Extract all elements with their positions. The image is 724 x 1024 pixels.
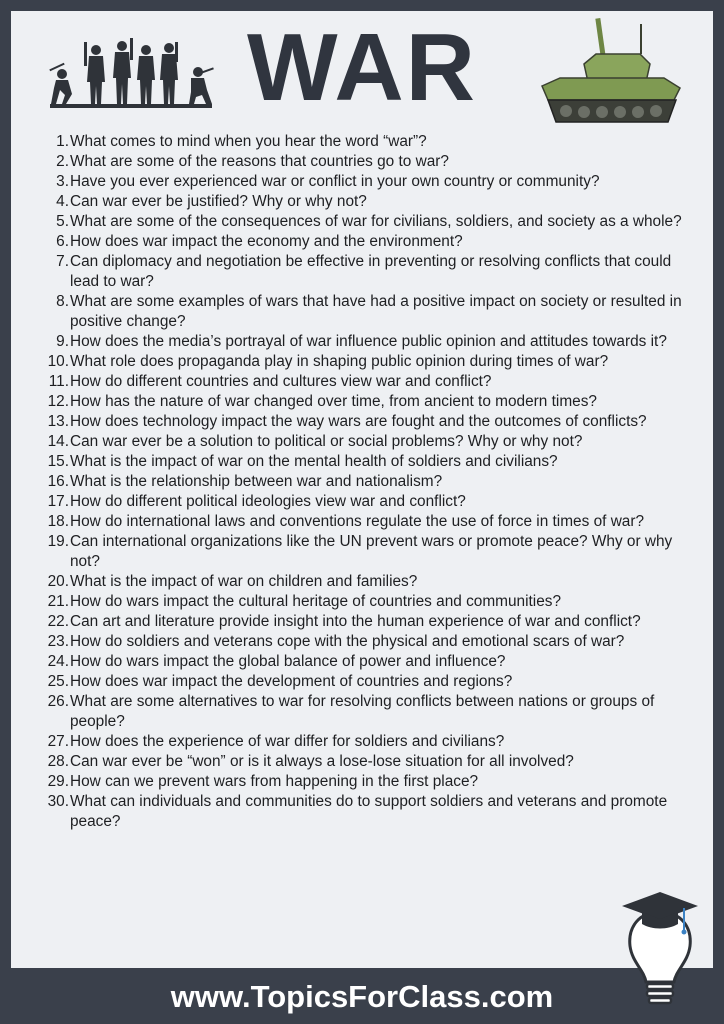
question-text: What are some examples of wars that have had a positive impact on society or resulted in positive change?: [70, 293, 682, 330]
question-number: 1.: [56, 133, 69, 150]
tank-icon: [536, 16, 686, 128]
question-number: 24.: [47, 653, 69, 670]
question-number: 6.: [56, 233, 69, 250]
question-number: 14.: [47, 433, 69, 450]
question-number: 21.: [47, 593, 69, 610]
question-item: [40, 372, 690, 392]
question-text: What are some of the reasons that countries go to war?: [70, 153, 449, 170]
question-item: [40, 172, 690, 192]
question-item: [40, 572, 690, 592]
question-text: What are some of the consequences of war for civilians, soldiers, and society as a whole?: [70, 213, 682, 230]
question-text: How do international laws and conventions regulate the use of force in times of war?: [70, 513, 645, 530]
question-item: [40, 752, 690, 772]
question-text: Can war ever be “won” or is it always a lose-lose situation for all involved?: [70, 753, 574, 770]
question-item: [40, 252, 690, 292]
question-item: [40, 192, 690, 212]
question-number: 10.: [47, 353, 69, 370]
question-item: [40, 632, 690, 652]
question-text: How does the experience of war differ for soldiers and civilians?: [70, 733, 505, 750]
question-text: How can we prevent wars from happening in the first place?: [70, 773, 479, 790]
question-number: 12.: [47, 393, 69, 410]
question-item: [40, 732, 690, 752]
question-text: How do different countries and cultures view war and conflict?: [70, 373, 492, 390]
question-item: [40, 532, 690, 572]
question-number: 25.: [47, 673, 69, 690]
question-number: 28.: [47, 753, 69, 770]
question-text: How do wars impact the cultural heritage of countries and communities?: [70, 593, 562, 610]
question-text: What comes to mind when you hear the word “war”?: [70, 133, 427, 150]
question-text: What role does propaganda play in shaping public opinion during times of war?: [70, 353, 609, 370]
question-number: 5.: [56, 213, 69, 230]
question-item: [40, 452, 690, 472]
question-number: 11.: [48, 373, 69, 390]
question-text: How do soldiers and veterans cope with the physical and emotional scars of war?: [70, 633, 625, 650]
question-item: [40, 472, 690, 492]
question-text: Can war ever be a solution to political or social problems? Why or why not?: [70, 433, 583, 450]
question-item: [40, 612, 690, 632]
question-item: [40, 772, 690, 792]
question-item: [40, 332, 690, 352]
question-item: [40, 352, 690, 372]
question-number: 16.: [47, 473, 69, 490]
question-number: 30.: [47, 793, 69, 810]
question-number: 13.: [47, 413, 69, 430]
question-item: [40, 672, 690, 692]
question-number: 18.: [47, 513, 69, 530]
question-text: What is the relationship between war and nationalism?: [70, 473, 443, 490]
question-item: [40, 412, 690, 432]
question-text: How has the nature of war changed over time, from ancient to modern times?: [70, 393, 597, 410]
question-number: 9.: [56, 333, 69, 350]
question-list: [40, 132, 690, 832]
question-item: [40, 592, 690, 612]
question-number: 4.: [56, 193, 69, 210]
question-item: [40, 292, 690, 332]
page-title: WAR: [247, 14, 477, 121]
question-text: What are some alternatives to war for resolving conflicts between nations or groups of people?: [70, 693, 655, 730]
question-number: 26.: [47, 693, 69, 710]
question-number: 15.: [47, 453, 69, 470]
question-number: 29.: [47, 773, 69, 790]
question-text: How does technology impact the way wars are fought and the outcomes of conflicts?: [70, 413, 647, 430]
question-item: [40, 692, 690, 732]
question-number: 7.: [56, 253, 69, 270]
website-url: www.TopicsForClass.com: [170, 979, 554, 1014]
question-number: 3.: [56, 173, 69, 190]
question-number: 23.: [47, 633, 69, 650]
question-item: [40, 512, 690, 532]
question-text: Can art and literature provide insight into the human experience of war and conflict?: [70, 613, 641, 630]
question-text: What can individuals and communities do to support soldiers and veterans and promote peace?: [70, 793, 668, 830]
question-text: Have you ever experienced war or conflict in your own country or community?: [70, 173, 600, 190]
question-item: [40, 132, 690, 152]
question-item: [40, 232, 690, 252]
question-text: What is the impact of war on children and families?: [70, 573, 418, 590]
question-text: What is the impact of war on the mental health of soldiers and civilians?: [70, 453, 558, 470]
question-number: 20.: [47, 573, 69, 590]
question-number: 27.: [47, 733, 69, 750]
question-text: How do different political ideologies view war and conflict?: [70, 493, 466, 510]
question-number: 19.: [47, 533, 69, 550]
question-text: How does war impact the economy and the environment?: [70, 233, 463, 250]
question-number: 22.: [47, 613, 69, 630]
question-item: [40, 212, 690, 232]
question-item: [40, 392, 690, 412]
question-item: [40, 432, 690, 452]
question-text: Can diplomacy and negotiation be effective in preventing or resolving conflicts that could lead to war?: [70, 253, 672, 290]
question-text: Can international organizations like the UN prevent wars or promote peace? Why or why not?: [70, 533, 673, 570]
question-number: 17.: [47, 493, 69, 510]
question-number: 2.: [56, 153, 69, 170]
question-item: [40, 152, 690, 172]
question-text: How do wars impact the global balance of power and influence?: [70, 653, 506, 670]
question-item: [40, 792, 690, 832]
question-item: [40, 492, 690, 512]
question-text: Can war ever be justified? Why or why not?: [70, 193, 367, 210]
question-number: 8.: [56, 293, 69, 310]
question-text: How does war impact the development of countries and regions?: [70, 673, 513, 690]
question-text: How does the media’s portrayal of war influence public opinion and attitudes towards it?: [70, 333, 667, 350]
question-item: [40, 652, 690, 672]
